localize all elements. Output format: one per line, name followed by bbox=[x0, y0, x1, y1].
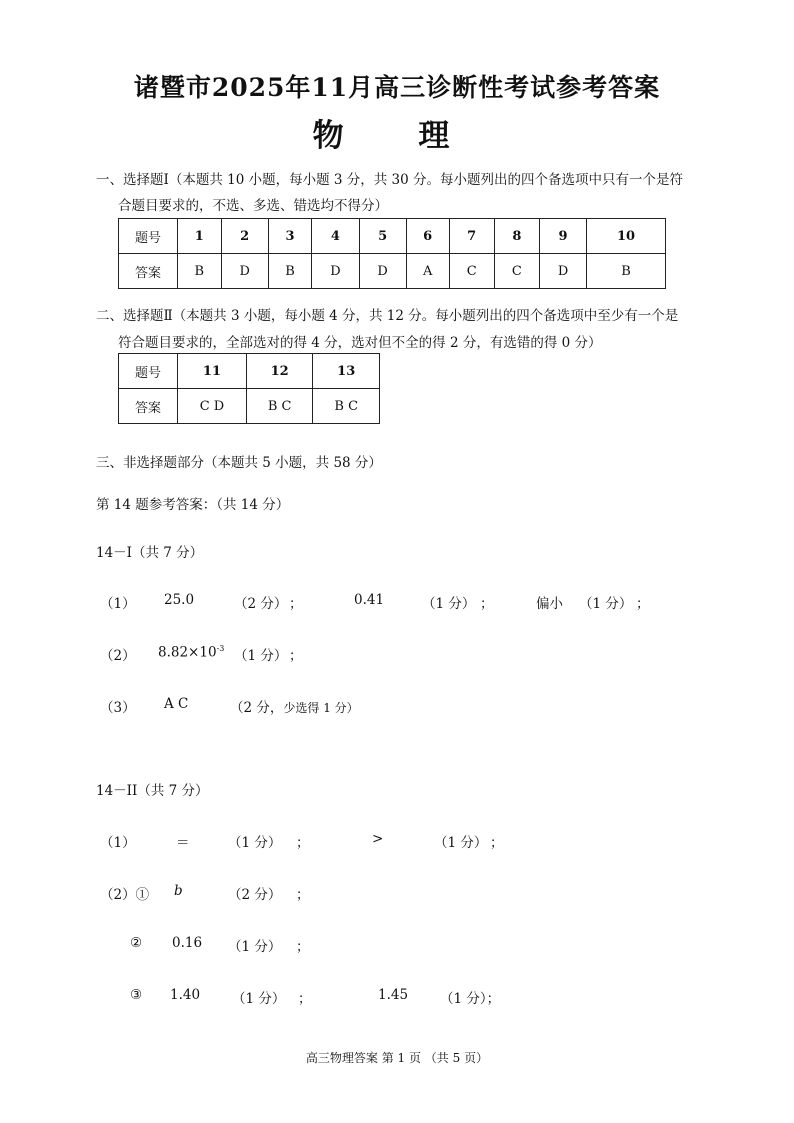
question-number: 1 bbox=[178, 219, 222, 254]
row-label: 题号 bbox=[119, 354, 178, 389]
score-detail: 少选得 1 分） bbox=[283, 701, 359, 715]
answer-cell: D bbox=[312, 254, 359, 289]
table-row bbox=[119, 219, 666, 254]
question-number: 3 bbox=[268, 219, 312, 254]
answer-cell: B bbox=[587, 254, 666, 289]
value-exponent: -3 bbox=[216, 644, 225, 653]
subject-title: 物 理 bbox=[312, 118, 482, 154]
row-label: 题号 bbox=[119, 219, 178, 254]
separator: ； bbox=[289, 648, 303, 664]
answer-value: 25.0 bbox=[164, 592, 195, 608]
score-text: （2 分， bbox=[230, 700, 284, 716]
score-note: （2 分） bbox=[234, 596, 288, 612]
answer-cell: D bbox=[539, 254, 586, 289]
score-note bbox=[230, 696, 359, 716]
answer-label: （2） bbox=[100, 648, 136, 664]
answer-cell: B C bbox=[313, 389, 380, 424]
question-number: 10 bbox=[587, 219, 666, 254]
answer-cell: B bbox=[268, 254, 312, 289]
question-number: 4 bbox=[312, 219, 359, 254]
answer-label: ③ bbox=[130, 987, 143, 1003]
answer-value: A C bbox=[164, 696, 189, 712]
score-note: （2 分） bbox=[228, 887, 282, 903]
question-number: 8 bbox=[494, 219, 539, 254]
question-number: 12 bbox=[246, 354, 313, 389]
section1-answer-table bbox=[118, 218, 666, 289]
separator: ； bbox=[480, 596, 494, 612]
q14-part2-heading: 14－II（共 7 分） bbox=[96, 783, 209, 799]
separator: ； bbox=[296, 887, 310, 903]
separator: ； bbox=[289, 596, 303, 612]
score-note: （1 分） bbox=[579, 596, 633, 612]
answer-value: > bbox=[372, 831, 384, 847]
question-number: 11 bbox=[178, 354, 247, 389]
separator: ； bbox=[636, 596, 650, 612]
separator: ； bbox=[490, 835, 504, 851]
answer-label: （1） bbox=[100, 596, 136, 612]
score-note: （1 分） bbox=[434, 835, 488, 851]
separator: ； bbox=[298, 991, 312, 1007]
answer-label: （2）① bbox=[100, 887, 150, 903]
question-number: 6 bbox=[406, 219, 449, 254]
answer-value: 0.41 bbox=[354, 592, 385, 608]
score-note: （1 分） bbox=[228, 939, 282, 955]
section2-instruction-line2: 符合题目要求的，全部选对的得 4 分，选对但不全的得 2 分，有选错的得 0 分） bbox=[118, 335, 602, 351]
answer-cell: D bbox=[221, 254, 268, 289]
row-label: 答案 bbox=[119, 389, 178, 424]
section2-instruction-line1: 二、选择题Ⅱ（本题共 3 小题，每小题 4 分，共 12 分。每小题列出的四个备选项中至少有一个是 bbox=[96, 308, 679, 324]
answer-cell: A bbox=[406, 254, 449, 289]
answer-label: （1） bbox=[100, 835, 136, 851]
answer-value bbox=[158, 644, 224, 661]
question-number: 9 bbox=[539, 219, 586, 254]
section1-instruction-line2: 合题目要求的，不选、多选、错选均不得分） bbox=[118, 198, 388, 214]
row-label: 答案 bbox=[119, 254, 178, 289]
answer-label: （3） bbox=[100, 700, 136, 716]
question-number: 5 bbox=[359, 219, 406, 254]
answer-value: 1.45 bbox=[378, 987, 409, 1003]
answer-cell: C D bbox=[178, 389, 247, 424]
table-row bbox=[119, 254, 666, 289]
answer-cell: B bbox=[178, 254, 222, 289]
question-number: 7 bbox=[449, 219, 494, 254]
answer-cell: D bbox=[359, 254, 406, 289]
answer-cell: B C bbox=[246, 389, 313, 424]
section3-heading: 三、非选择题部分（本题共 5 小题，共 58 分） bbox=[96, 455, 382, 471]
separator: ； bbox=[296, 939, 310, 955]
answer-cell: C bbox=[449, 254, 494, 289]
answer-value: 偏小 bbox=[536, 596, 563, 612]
separator: ； bbox=[296, 835, 310, 851]
table-row bbox=[119, 354, 380, 389]
score-note: （1 分）； bbox=[440, 991, 501, 1007]
answer-value: b bbox=[174, 883, 183, 899]
question-number: 2 bbox=[221, 219, 268, 254]
section1-instruction-line1: 一、选择题Ⅰ（本题共 10 小题，每小题 3 分，共 30 分。每小题列出的四个备选项中只有一个是符 bbox=[96, 172, 684, 188]
value-base: 8.82×10 bbox=[158, 644, 217, 661]
q14-part1-heading: 14－I（共 7 分） bbox=[96, 545, 204, 561]
question-number: 13 bbox=[313, 354, 380, 389]
page-footer: 高三物理答案 第 1 页 （共 5 页） bbox=[305, 1051, 489, 1065]
answer-cell: C bbox=[494, 254, 539, 289]
document-title: 诸暨市2025年11月高三诊断性考试参考答案 bbox=[133, 73, 661, 102]
answer-value: ＝ bbox=[176, 835, 190, 851]
section2-answer-table bbox=[118, 353, 380, 424]
answer-value: 1.40 bbox=[170, 987, 201, 1003]
score-note: （1 分） bbox=[422, 596, 476, 612]
answer-value: 0.16 bbox=[172, 935, 203, 951]
score-note: （1 分） bbox=[234, 648, 288, 664]
table-row bbox=[119, 389, 380, 424]
q14-heading: 第 14 题参考答案：（共 14 分） bbox=[96, 497, 290, 513]
answer-label: ② bbox=[130, 935, 143, 951]
score-note: （1 分） bbox=[232, 991, 286, 1007]
score-note: （1 分） bbox=[228, 835, 282, 851]
